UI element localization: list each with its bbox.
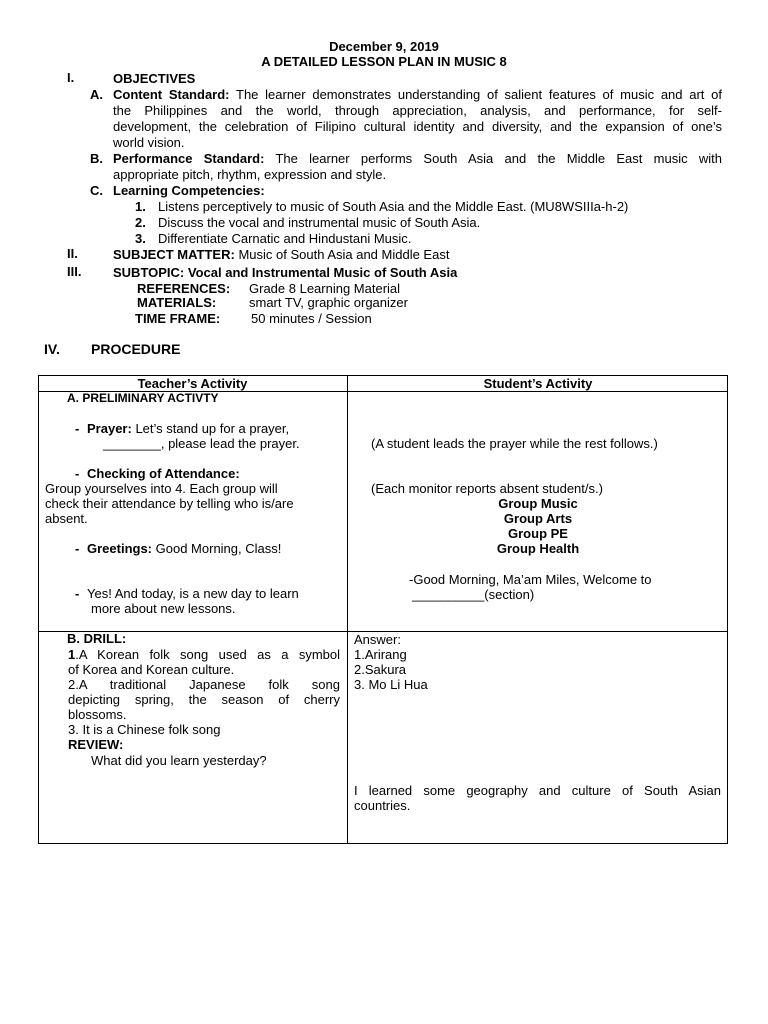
review-label: REVIEW: (68, 737, 124, 752)
preliminary-activity-heading: A. PRELIMINARY ACTIVTY (67, 391, 219, 405)
student-greeting-response: -Good Morning, Ma’am Miles, Welcome to (409, 572, 652, 587)
student-activity-header: Student’s Activity (483, 376, 593, 391)
greetings-dash: - (75, 541, 80, 556)
objectives-heading: OBJECTIVES (113, 71, 196, 86)
group-name: Group Music (498, 496, 578, 511)
subtopic: SUBTOPIC: Vocal and Instrumental Music of South Asia (113, 265, 458, 280)
attendance-instructions (45, 481, 294, 526)
competencies-label: Learning Competencies: (113, 183, 265, 198)
drill-item-number: 1 (68, 647, 76, 662)
drill-items (68, 647, 340, 752)
prayer-line (87, 421, 289, 436)
attendance-label: Checking of Attendance: (87, 466, 240, 481)
subject-matter-value: Music of South Asia and Middle East (238, 247, 450, 262)
greetings-line (87, 541, 281, 556)
group-list (348, 496, 728, 556)
content-standard-line: development, the celebration of Filipino cultural identity and diversity, and the expansion of one’s (113, 119, 722, 134)
answer-item: 3. Mo Li Hua (354, 677, 428, 692)
new-day-dash: - (75, 586, 80, 601)
new-day-text: more about new lessons. (91, 601, 236, 616)
section-numeral-subtopic: III. (67, 264, 82, 279)
attendance-line: absent. (45, 511, 88, 526)
review-answer-line: I learned some geography and culture of South Asian (354, 783, 721, 798)
drill-item-text: 3. It is a Chinese folk song (68, 722, 221, 737)
section-numeral-objectives: I. (67, 70, 75, 85)
materials-value: smart TV, graphic organizer (249, 295, 408, 310)
drill-heading: B. DRILL: (67, 631, 127, 646)
subject-matter-label: SUBJECT MATTER: (113, 247, 235, 262)
attendance-dash: - (75, 466, 80, 481)
competency-text: Listens perceptively to music of South Asia and the Middle East. (MU8WSIIIa-h-2) (158, 199, 629, 214)
drill-item-text: depicting spring, the season of cherry (68, 692, 340, 707)
drill-item-text: of Korea and Korean culture. (68, 662, 235, 677)
references-value: Grade 8 Learning Material (249, 281, 401, 296)
section-numeral-subject: II. (67, 246, 78, 261)
competency-text: Differentiate Carnatic and Hindustani Music. (158, 231, 412, 246)
student-prayer-response: (A student leads the prayer while the rest follows.) (371, 436, 658, 451)
competency-text: Discuss the vocal and instrumental music of South Asia. (158, 215, 481, 230)
competency-number: 3. (135, 231, 146, 246)
teacher-activity-header: Teacher’s Activity (137, 376, 248, 391)
document-date: December 9, 2019 (329, 39, 439, 54)
materials-label: MATERIALS: (137, 295, 217, 310)
references-label: REFERENCES: (137, 281, 231, 296)
review-answer-line: countries. (354, 798, 411, 813)
student-greeting-response: __________(section) (412, 587, 535, 602)
group-name: Group Health (496, 541, 580, 556)
performance-standard (113, 151, 722, 183)
timeframe-value: 50 minutes / Session (251, 311, 372, 326)
content-standard-line: The learner demonstrates understanding of salient features of music and art of (236, 87, 722, 102)
document-title: A DETAILED LESSON PLAN IN MUSIC 8 (261, 54, 507, 69)
greetings-text: Good Morning, Class! (155, 541, 282, 556)
prayer-dash: - (75, 421, 80, 436)
performance-standard-line: appropriate pitch, rhythm, expression and style. (113, 167, 387, 182)
performance-standard-label: Performance Standard: (113, 151, 265, 166)
group-name: Group PE (508, 526, 568, 541)
attendance-line: Group yourselves into 4. Each group will (45, 481, 278, 496)
prayer-text: ________, please lead the prayer. (103, 436, 300, 451)
content-standard-label: Content Standard: (113, 87, 230, 102)
new-day-text: Yes! And today, is a new day to learn (87, 586, 299, 601)
table-column-divider (347, 375, 348, 844)
competencies-letter: C. (90, 183, 103, 198)
review-question: What did you learn yesterday? (91, 753, 267, 768)
drill-item-text: blossoms. (68, 707, 127, 722)
content-standard-line: the Philippines and the world, through appreciation, analysis, and performance, for self- (113, 103, 722, 118)
content-standard-line: world vision. (113, 135, 185, 150)
greetings-label: Greetings: (87, 541, 153, 556)
content-standard (113, 87, 722, 151)
drill-item-text: 2.A traditional Japanese folk song (68, 677, 340, 692)
answer-label: Answer: (354, 632, 401, 647)
subject-matter (113, 247, 449, 262)
student-attendance-response: (Each monitor reports absent student/s.) (371, 481, 603, 496)
prayer-text: Let’s stand up for a prayer, (135, 421, 290, 436)
content-standard-letter: A. (90, 87, 103, 102)
performance-standard-letter: B. (90, 151, 103, 166)
review-answer (354, 783, 721, 813)
answer-item: 2.Sakura (354, 662, 407, 677)
prayer-label: Prayer: (87, 421, 132, 436)
timeframe-label: TIME FRAME: (135, 311, 221, 326)
section-numeral-procedure: IV. (44, 341, 60, 357)
competency-number: 1. (135, 199, 146, 214)
drill-item-text: .A Korean folk song used as a symbol (75, 647, 340, 662)
attendance-line: check their attendance by telling who is/are (45, 496, 294, 511)
answer-item: 1.Arirang (354, 647, 407, 662)
competency-number: 2. (135, 215, 146, 230)
group-name: Group Arts (503, 511, 573, 526)
performance-standard-line: The learner performs South Asia and the Middle East music with (275, 151, 722, 166)
drill-answers (354, 632, 428, 692)
procedure-heading: PROCEDURE (91, 341, 181, 357)
